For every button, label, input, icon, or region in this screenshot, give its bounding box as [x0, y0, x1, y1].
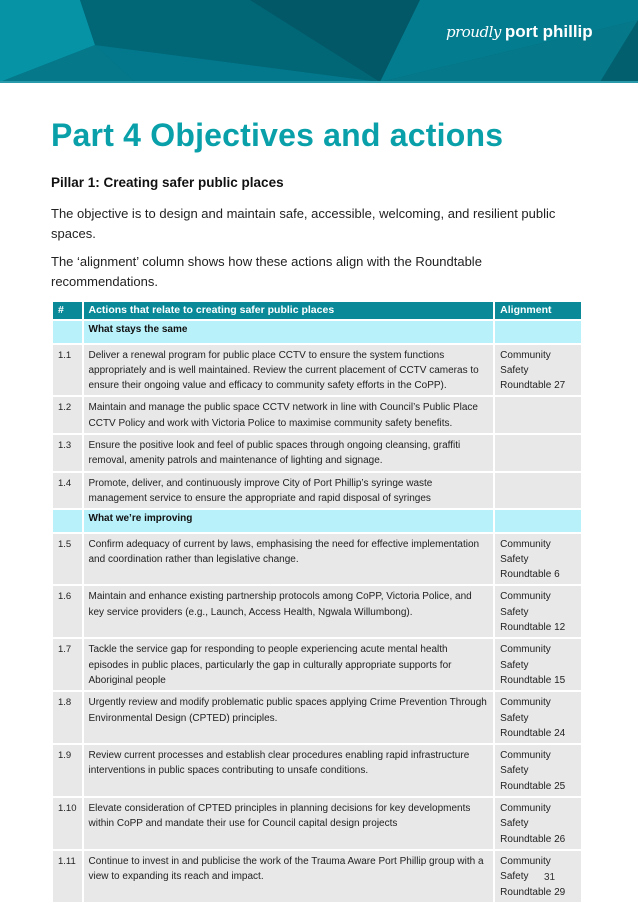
alignment-cell: [494, 691, 582, 744]
page-number: 31: [544, 872, 556, 883]
alignment-line: Community: [500, 803, 551, 815]
action-text: Continue to invest in and publicise the work of the Trauma Aware Port Phillip group with a view to expanding its reach and impact.: [83, 850, 495, 903]
page-title: Part 4 Objectives and actions: [51, 117, 504, 153]
alignment-line: Roundtable 12: [500, 622, 566, 634]
action-number: 1.2: [52, 396, 83, 434]
action-text: Confirm adequacy of current by laws, emphasising the need for effective implementation and coordination rather than legislative change.: [83, 533, 495, 586]
alignment-line: Safety: [500, 606, 529, 618]
alignment-line: Roundtable 26: [500, 833, 566, 845]
action-number: 1.10: [52, 797, 83, 850]
action-text: Ensure the positive look and feel of public spaces through ongoing cleansing, graffiti removal, amenity patrols and maintenance of lighting and signage.: [83, 434, 495, 472]
action-text: Elevate consideration of CPTED principles in planning decisions for key developments within CoPP and mandate their use for Council capital design projects: [83, 797, 495, 850]
table-row: [52, 344, 582, 397]
alignment-line: Community: [500, 349, 551, 361]
section-row-improving: [52, 509, 582, 532]
action-number: 1.7: [52, 638, 83, 691]
section-alignment-cell: [494, 509, 582, 532]
action-number: 1.3: [52, 434, 83, 472]
action-number: 1.4: [52, 472, 83, 510]
alignment-line: Safety: [500, 712, 529, 724]
alignment-cell: [494, 533, 582, 586]
alignment-cell: [494, 585, 582, 638]
section-row-stays-same: [52, 320, 582, 343]
table-row: [52, 850, 582, 903]
alignment-line: Community: [500, 855, 551, 867]
action-number: 1.1: [52, 344, 83, 397]
section-number-cell: [52, 320, 83, 343]
alignment-line: Roundtable 27: [500, 380, 566, 392]
alignment-line: Community: [500, 538, 551, 550]
action-text: Tackle the service gap for responding to people experiencing acute mental health episodes in public places, particularly the gap in culturally appropriate supports for Aboriginal people: [83, 638, 495, 691]
alignment-line: Community: [500, 591, 551, 603]
alignment-line: Roundtable 29: [500, 886, 566, 898]
action-number: 1.11: [52, 850, 83, 903]
alignment-line: Safety: [500, 818, 529, 830]
alignment-line: Safety: [500, 871, 529, 883]
action-text: Deliver a renewal program for public place CCTV to ensure the system functions appropriately and is well maintained. Review the current placement of CCTV cameras to ensure their ongoing value and efficacy to community safety efforts in the CoPP).: [83, 344, 495, 397]
table-row: [52, 797, 582, 850]
alignment-cell: [494, 396, 582, 434]
logo-script: proudly: [446, 23, 501, 41]
column-header-actions: Actions that relate to creating safer public places: [83, 301, 495, 320]
section-label: What stays the same: [83, 320, 495, 343]
action-number: 1.6: [52, 585, 83, 638]
action-text: Urgently review and modify problematic public spaces applying Crime Prevention Through Environmental Design (CPTED) principles.: [83, 691, 495, 744]
section-alignment-cell: [494, 320, 582, 343]
alignment-cell: [494, 850, 582, 903]
alignment-line: Roundtable 25: [500, 780, 566, 792]
actions-table: [51, 300, 583, 904]
section-label: What we’re improving: [83, 509, 495, 532]
alignment-cell: [494, 344, 582, 397]
table-header-row: [52, 301, 582, 320]
proudly-port-phillip-logo: [446, 22, 593, 42]
alignment-line: Roundtable 15: [500, 674, 566, 686]
table-row: [52, 638, 582, 691]
table-row: [52, 585, 582, 638]
alignment-line: Safety: [500, 364, 529, 376]
action-text: Maintain and enhance existing partnership protocols among CoPP, Victoria Police, and key service providers (e.g., Launch, Access Health, Ngwala Willumbong).: [83, 585, 495, 638]
alignment-cell: [494, 797, 582, 850]
column-header-number: #: [52, 301, 83, 320]
column-header-alignment: Alignment: [494, 301, 582, 320]
table-row: [52, 472, 582, 510]
alignment-line: Community: [500, 697, 551, 709]
alignment-cell: [494, 472, 582, 510]
action-number: 1.5: [52, 533, 83, 586]
alignment-cell: [494, 638, 582, 691]
table-row: [52, 396, 582, 434]
banner-divider: [0, 81, 638, 83]
table-row: [52, 434, 582, 472]
alignment-cell: [494, 744, 582, 797]
alignment-paragraph: The ‘alignment’ column shows how these actions align with the Roundtable recommendations.: [51, 254, 482, 289]
table-row: [52, 744, 582, 797]
objective-paragraph: The objective is to design and maintain safe, accessible, welcoming, and resilient public spaces.: [51, 206, 556, 241]
action-number: 1.9: [52, 744, 83, 797]
alignment-line: Safety: [500, 765, 529, 777]
logo-brand: port phillip: [504, 22, 593, 41]
action-text: Promote, deliver, and continuously improve City of Port Phillip’s syringe waste management service to ensure the appropriate and rapid disposal of syringes: [83, 472, 495, 510]
alignment-cell: [494, 434, 582, 472]
alignment-line: Safety: [500, 553, 529, 565]
action-number: 1.8: [52, 691, 83, 744]
section-number-cell: [52, 509, 83, 532]
alignment-line: Roundtable 6: [500, 569, 560, 581]
alignment-line: Community: [500, 644, 551, 656]
table-row: [52, 533, 582, 586]
action-text: Review current processes and establish clear procedures enabling rapid infrastructure interventions in public spaces contributing to unsafe conditions.: [83, 744, 495, 797]
header-banner: [0, 0, 638, 82]
table-row: [52, 691, 582, 744]
action-text: Maintain and manage the public space CCTV network in line with Council’s Public Place CCTV Policy and work with Victoria Police to maximise community safety benefits.: [83, 396, 495, 434]
alignment-line: Roundtable 24: [500, 727, 566, 739]
alignment-line: Community: [500, 750, 551, 762]
alignment-line: Safety: [500, 659, 529, 671]
pillar-heading: Pillar 1: Creating safer public places: [51, 175, 284, 190]
